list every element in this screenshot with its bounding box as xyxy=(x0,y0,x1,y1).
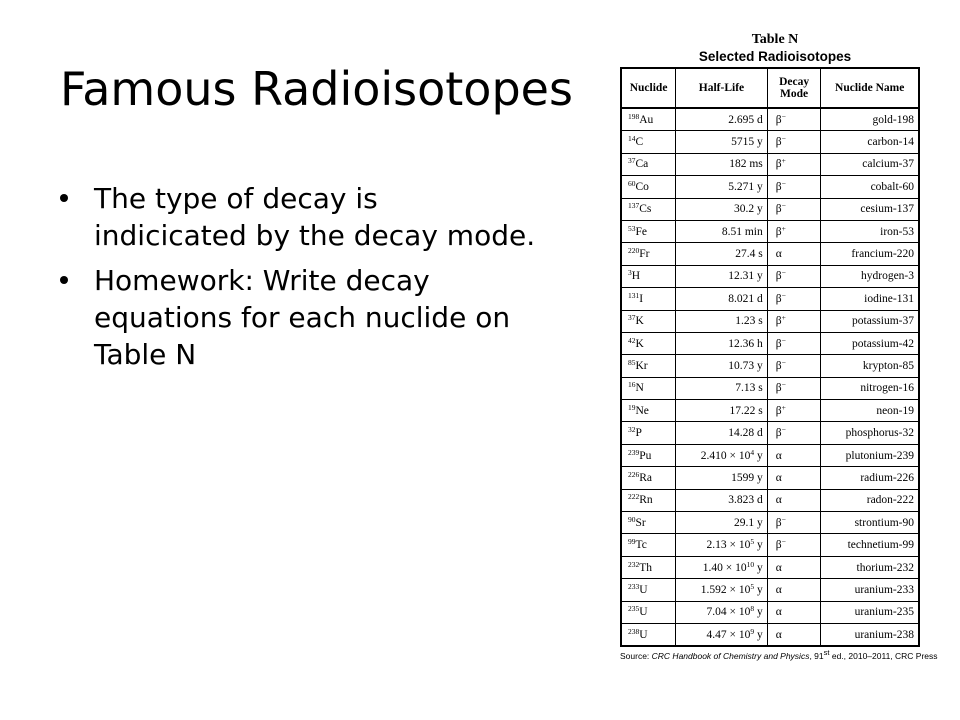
cell-nuclide xyxy=(621,601,676,623)
cell-decay-mode xyxy=(767,400,821,422)
cell-nuclide-name: plutonium-239 xyxy=(821,444,919,466)
half-life-value: 5715 y xyxy=(731,136,763,149)
decay-symbol: α xyxy=(775,628,782,641)
cell-nuclide-name: iodine-131 xyxy=(821,288,919,310)
decay-sign: − xyxy=(781,514,786,524)
table-row xyxy=(621,176,919,198)
cell-nuclide-name: gold-198 xyxy=(821,108,919,131)
decay-sign: − xyxy=(781,111,786,121)
header-nuclide: Nuclide xyxy=(621,68,676,108)
decay-sign: − xyxy=(781,134,786,144)
table-row xyxy=(621,534,919,556)
cell-nuclide-name: francium-220 xyxy=(821,243,919,265)
cell-nuclide xyxy=(621,355,676,377)
cell-half-life xyxy=(676,422,768,444)
table-row xyxy=(621,131,919,153)
cell-nuclide xyxy=(621,332,676,354)
decay-symbol: β xyxy=(775,315,782,328)
element-symbol: Tc xyxy=(635,539,647,552)
table-row xyxy=(621,467,919,489)
table-row xyxy=(621,601,919,623)
table-row xyxy=(621,243,919,265)
cell-nuclide xyxy=(621,243,676,265)
element-symbol: C xyxy=(635,136,644,149)
cell-nuclide xyxy=(621,131,676,153)
mass-number: 85 xyxy=(628,357,636,367)
half-life-value: 10.73 y xyxy=(728,359,763,372)
bullet-dot xyxy=(60,276,68,284)
half-life-exponent: 8 xyxy=(750,604,755,614)
cell-nuclide xyxy=(621,220,676,242)
cell-decay-mode xyxy=(767,422,821,444)
table-row xyxy=(621,444,919,466)
cell-half-life xyxy=(676,556,768,578)
half-life-value: 4.47 × 10 xyxy=(706,628,751,641)
half-life-value: 8.021 d xyxy=(728,292,763,305)
half-life-value: 2.13 × 10 xyxy=(706,539,751,552)
cell-nuclide xyxy=(621,153,676,175)
mass-number: 16 xyxy=(628,380,636,390)
cell-nuclide xyxy=(621,400,676,422)
half-life-value: 182 ms xyxy=(729,158,763,171)
cell-half-life xyxy=(676,243,768,265)
element-symbol: Co xyxy=(635,180,649,193)
mass-number: 226 xyxy=(628,469,640,479)
slide-title: Famous Radioisotopes xyxy=(60,62,573,116)
source-mid: , 91 xyxy=(809,651,824,662)
mass-number: 14 xyxy=(628,134,636,144)
half-life-exponent: 4 xyxy=(750,447,755,457)
table-row xyxy=(621,400,919,422)
cell-half-life xyxy=(676,400,768,422)
mass-number: 60 xyxy=(628,178,636,188)
element-symbol: U xyxy=(639,583,648,596)
table-row xyxy=(621,556,919,578)
cell-nuclide-name: uranium-238 xyxy=(821,623,919,646)
table-source-note xyxy=(620,648,940,662)
half-life-value: 1.592 × 10 xyxy=(700,583,751,596)
cell-decay-mode xyxy=(767,444,821,466)
mass-number: 19 xyxy=(628,402,636,412)
element-symbol: Kr xyxy=(635,359,648,372)
mass-number: 233 xyxy=(628,581,640,591)
cell-half-life xyxy=(676,131,768,153)
half-life-value: 2.410 × 10 xyxy=(700,449,751,462)
decay-symbol: β xyxy=(775,359,782,372)
cell-half-life xyxy=(676,579,768,601)
half-life-exponent: 9 xyxy=(750,626,755,636)
half-life-value: 17.22 s xyxy=(729,404,763,417)
element-symbol: N xyxy=(635,382,644,395)
decay-symbol: β xyxy=(775,404,782,417)
element-symbol: U xyxy=(639,628,648,641)
cell-nuclide-name: krypton-85 xyxy=(821,355,919,377)
bullet-text: The type of decay is indicicated by the decay mode. xyxy=(94,182,536,252)
half-life-value: 14.28 d xyxy=(728,427,763,440)
cell-nuclide-name: technetium-99 xyxy=(821,534,919,556)
cell-half-life xyxy=(676,512,768,534)
cell-decay-mode xyxy=(767,176,821,198)
cell-half-life xyxy=(676,489,768,511)
decay-sign: − xyxy=(781,357,786,367)
mass-number: 3 xyxy=(628,268,632,278)
source-book: CRC Handbook of Chemistry and Physics xyxy=(651,651,810,662)
table-row xyxy=(621,220,919,242)
decay-symbol: β xyxy=(775,136,782,149)
mass-number: 220 xyxy=(628,246,640,256)
decay-sign: − xyxy=(781,290,786,300)
cell-decay-mode xyxy=(767,131,821,153)
table-row xyxy=(621,108,919,131)
cell-nuclide-name: thorium-232 xyxy=(821,556,919,578)
element-symbol: Fe xyxy=(635,225,647,238)
radioisotope-table xyxy=(620,67,920,647)
cell-nuclide-name: radon-222 xyxy=(821,489,919,511)
table-n-figure xyxy=(620,32,938,662)
cell-decay-mode xyxy=(767,108,821,131)
table-title: Table N xyxy=(751,32,799,47)
table-row xyxy=(621,377,919,399)
bullet-text: Homework: Write decay equations for each nuclide on Table N xyxy=(94,264,511,371)
decay-sign: − xyxy=(781,425,786,435)
mass-number: 131 xyxy=(628,290,640,300)
decay-symbol: β xyxy=(775,382,782,395)
half-life-value: 5.271 y xyxy=(728,180,763,193)
cell-nuclide xyxy=(621,176,676,198)
decay-symbol: α xyxy=(775,248,782,261)
half-life-value: 12.36 h xyxy=(728,337,763,350)
cell-nuclide xyxy=(621,512,676,534)
mass-number: 232 xyxy=(628,559,640,569)
cell-decay-mode xyxy=(767,556,821,578)
element-symbol: Cs xyxy=(639,203,652,216)
header-decay-mode: Decay Mode xyxy=(767,68,821,108)
cell-decay-mode xyxy=(767,265,821,287)
half-life-unit: y xyxy=(754,583,763,596)
cell-half-life xyxy=(676,310,768,332)
half-life-exponent: 10 xyxy=(746,559,755,569)
half-life-value: 1.40 × 10 xyxy=(702,561,747,574)
bullet-item xyxy=(58,262,538,373)
cell-decay-mode xyxy=(767,288,821,310)
half-life-value: 7.13 s xyxy=(735,382,763,395)
element-symbol: K xyxy=(635,315,644,328)
element-symbol: Th xyxy=(639,561,653,574)
element-symbol: Rn xyxy=(639,494,653,507)
decay-symbol: β xyxy=(775,337,782,350)
cell-nuclide xyxy=(621,265,676,287)
table-subtitle: Selected Radioisotopes xyxy=(698,49,852,64)
cell-nuclide-name: uranium-233 xyxy=(821,579,919,601)
element-symbol: Sr xyxy=(635,516,646,529)
cell-nuclide xyxy=(621,623,676,646)
cell-decay-mode xyxy=(767,377,821,399)
cell-nuclide-name: phosphorus-32 xyxy=(821,422,919,444)
cell-nuclide xyxy=(621,108,676,131)
decay-sign: − xyxy=(781,537,786,547)
cell-decay-mode xyxy=(767,601,821,623)
mass-number: 137 xyxy=(628,201,640,211)
decay-sign: − xyxy=(781,268,786,278)
cell-decay-mode xyxy=(767,467,821,489)
element-symbol: Fr xyxy=(639,248,650,261)
element-symbol: Ra xyxy=(639,471,653,484)
cell-decay-mode xyxy=(767,310,821,332)
element-symbol: P xyxy=(635,427,642,440)
half-life-value: 12.31 y xyxy=(728,270,763,283)
table-body xyxy=(621,108,919,646)
bullet-item xyxy=(58,180,538,254)
cell-half-life xyxy=(676,534,768,556)
bullet-list xyxy=(58,180,538,381)
cell-nuclide xyxy=(621,377,676,399)
cell-decay-mode xyxy=(767,512,821,534)
cell-nuclide-name: hydrogen-3 xyxy=(821,265,919,287)
half-life-value: 3.823 d xyxy=(728,494,763,507)
element-symbol: I xyxy=(639,292,644,305)
cell-nuclide xyxy=(621,288,676,310)
mass-number: 53 xyxy=(628,223,636,233)
mass-number: 37 xyxy=(628,156,636,166)
table-row xyxy=(621,579,919,601)
cell-nuclide-name: neon-19 xyxy=(821,400,919,422)
source-sup: st xyxy=(823,648,830,658)
mass-number: 90 xyxy=(628,514,636,524)
cell-nuclide xyxy=(621,467,676,489)
decay-symbol: β xyxy=(775,516,782,529)
cell-nuclide-name: carbon-14 xyxy=(821,131,919,153)
table-row xyxy=(621,198,919,220)
cell-half-life xyxy=(676,176,768,198)
mass-number: 239 xyxy=(628,447,640,457)
cell-nuclide-name: uranium-235 xyxy=(821,601,919,623)
cell-nuclide-name: cesium-137 xyxy=(821,198,919,220)
half-life-value: 7.04 × 10 xyxy=(706,606,751,619)
cell-half-life xyxy=(676,288,768,310)
cell-nuclide xyxy=(621,198,676,220)
cell-half-life xyxy=(676,198,768,220)
decay-sign: + xyxy=(781,223,786,233)
cell-decay-mode xyxy=(767,579,821,601)
cell-half-life xyxy=(676,355,768,377)
decay-symbol: β xyxy=(775,203,782,216)
cell-nuclide xyxy=(621,422,676,444)
cell-half-life xyxy=(676,265,768,287)
table-row xyxy=(621,422,919,444)
decay-sign: − xyxy=(781,335,786,345)
cell-half-life xyxy=(676,220,768,242)
cell-nuclide xyxy=(621,579,676,601)
decay-symbol: β xyxy=(775,539,782,552)
half-life-unit: y xyxy=(754,449,763,462)
half-life-value: 8.51 min xyxy=(721,225,763,238)
cell-decay-mode xyxy=(767,198,821,220)
cell-half-life xyxy=(676,377,768,399)
decay-symbol: β xyxy=(775,158,782,171)
decay-symbol: α xyxy=(775,449,782,462)
cell-decay-mode xyxy=(767,534,821,556)
half-life-exponent: 5 xyxy=(750,537,755,547)
decay-symbol: α xyxy=(775,494,782,507)
half-life-unit: y xyxy=(754,539,763,552)
half-life-unit: y xyxy=(754,628,763,641)
decay-symbol: β xyxy=(775,225,782,238)
element-symbol: K xyxy=(635,337,644,350)
cell-nuclide xyxy=(621,556,676,578)
half-life-value: 27.4 s xyxy=(735,248,763,261)
element-symbol: Ne xyxy=(635,404,649,417)
decay-symbol: β xyxy=(775,180,782,193)
half-life-value: 2.695 d xyxy=(728,113,763,126)
cell-nuclide xyxy=(621,444,676,466)
cell-decay-mode xyxy=(767,623,821,646)
element-symbol: Au xyxy=(639,113,654,126)
half-life-value: 1.23 s xyxy=(735,315,763,328)
decay-symbol: β xyxy=(775,427,782,440)
decay-symbol: α xyxy=(775,606,782,619)
decay-symbol: β xyxy=(775,113,782,126)
mass-number: 32 xyxy=(628,425,636,435)
table-row xyxy=(621,288,919,310)
table-row xyxy=(621,489,919,511)
half-life-unit: y xyxy=(754,606,763,619)
cell-half-life xyxy=(676,467,768,489)
decay-sign: − xyxy=(781,380,786,390)
cell-decay-mode xyxy=(767,220,821,242)
cell-half-life xyxy=(676,444,768,466)
half-life-value: 1599 y xyxy=(731,471,763,484)
decay-symbol: β xyxy=(775,292,782,305)
cell-half-life xyxy=(676,601,768,623)
table-row xyxy=(621,153,919,175)
cell-decay-mode xyxy=(767,489,821,511)
decay-symbol: α xyxy=(775,471,782,484)
cell-nuclide-name: cobalt-60 xyxy=(821,176,919,198)
cell-half-life xyxy=(676,623,768,646)
element-symbol: Pu xyxy=(639,449,652,462)
cell-decay-mode xyxy=(767,243,821,265)
mass-number: 222 xyxy=(628,492,640,502)
cell-nuclide xyxy=(621,310,676,332)
decay-sign: + xyxy=(781,313,786,323)
bullet-dot xyxy=(60,194,68,202)
cell-nuclide-name: strontium-90 xyxy=(821,512,919,534)
decay-symbol: α xyxy=(775,561,782,574)
decay-sign: + xyxy=(781,156,786,166)
table-row xyxy=(621,355,919,377)
cell-half-life xyxy=(676,332,768,354)
table-row xyxy=(621,512,919,534)
cell-nuclide-name: calcium-37 xyxy=(821,153,919,175)
mass-number: 42 xyxy=(628,335,636,345)
half-life-value: 29.1 y xyxy=(733,516,763,529)
table-header-row xyxy=(621,68,919,108)
decay-symbol: α xyxy=(775,583,782,596)
cell-decay-mode xyxy=(767,355,821,377)
header-nuclide-name: Nuclide Name xyxy=(821,68,919,108)
half-life-exponent: 5 xyxy=(750,581,755,591)
decay-sign: − xyxy=(781,201,786,211)
mass-number: 235 xyxy=(628,604,640,614)
decay-symbol: β xyxy=(775,270,782,283)
cell-nuclide-name: potassium-37 xyxy=(821,310,919,332)
cell-decay-mode xyxy=(767,332,821,354)
table-row xyxy=(621,623,919,646)
table-row xyxy=(621,265,919,287)
decay-sign: + xyxy=(781,402,786,412)
half-life-value: 30.2 y xyxy=(733,203,763,216)
header-half-life: Half-Life xyxy=(676,68,768,108)
cell-decay-mode xyxy=(767,153,821,175)
mass-number: 238 xyxy=(628,626,640,636)
cell-nuclide-name: iron-53 xyxy=(821,220,919,242)
cell-half-life xyxy=(676,108,768,131)
decay-sign: − xyxy=(781,178,786,188)
source-suffix: ed., 2010–2011, CRC Press xyxy=(829,651,938,662)
cell-nuclide-name: nitrogen-16 xyxy=(821,377,919,399)
table-row xyxy=(621,310,919,332)
element-symbol: H xyxy=(631,270,641,283)
mass-number: 198 xyxy=(628,111,640,121)
source-prefix: Source: xyxy=(620,651,652,662)
cell-half-life xyxy=(676,153,768,175)
cell-nuclide-name: potassium-42 xyxy=(821,332,919,354)
cell-nuclide-name: radium-226 xyxy=(821,467,919,489)
mass-number: 99 xyxy=(628,537,636,547)
cell-nuclide xyxy=(621,489,676,511)
half-life-unit: y xyxy=(754,561,763,574)
table-row xyxy=(621,332,919,354)
mass-number: 37 xyxy=(628,313,636,323)
cell-nuclide xyxy=(621,534,676,556)
element-symbol: U xyxy=(639,606,648,619)
element-symbol: Ca xyxy=(635,158,649,171)
